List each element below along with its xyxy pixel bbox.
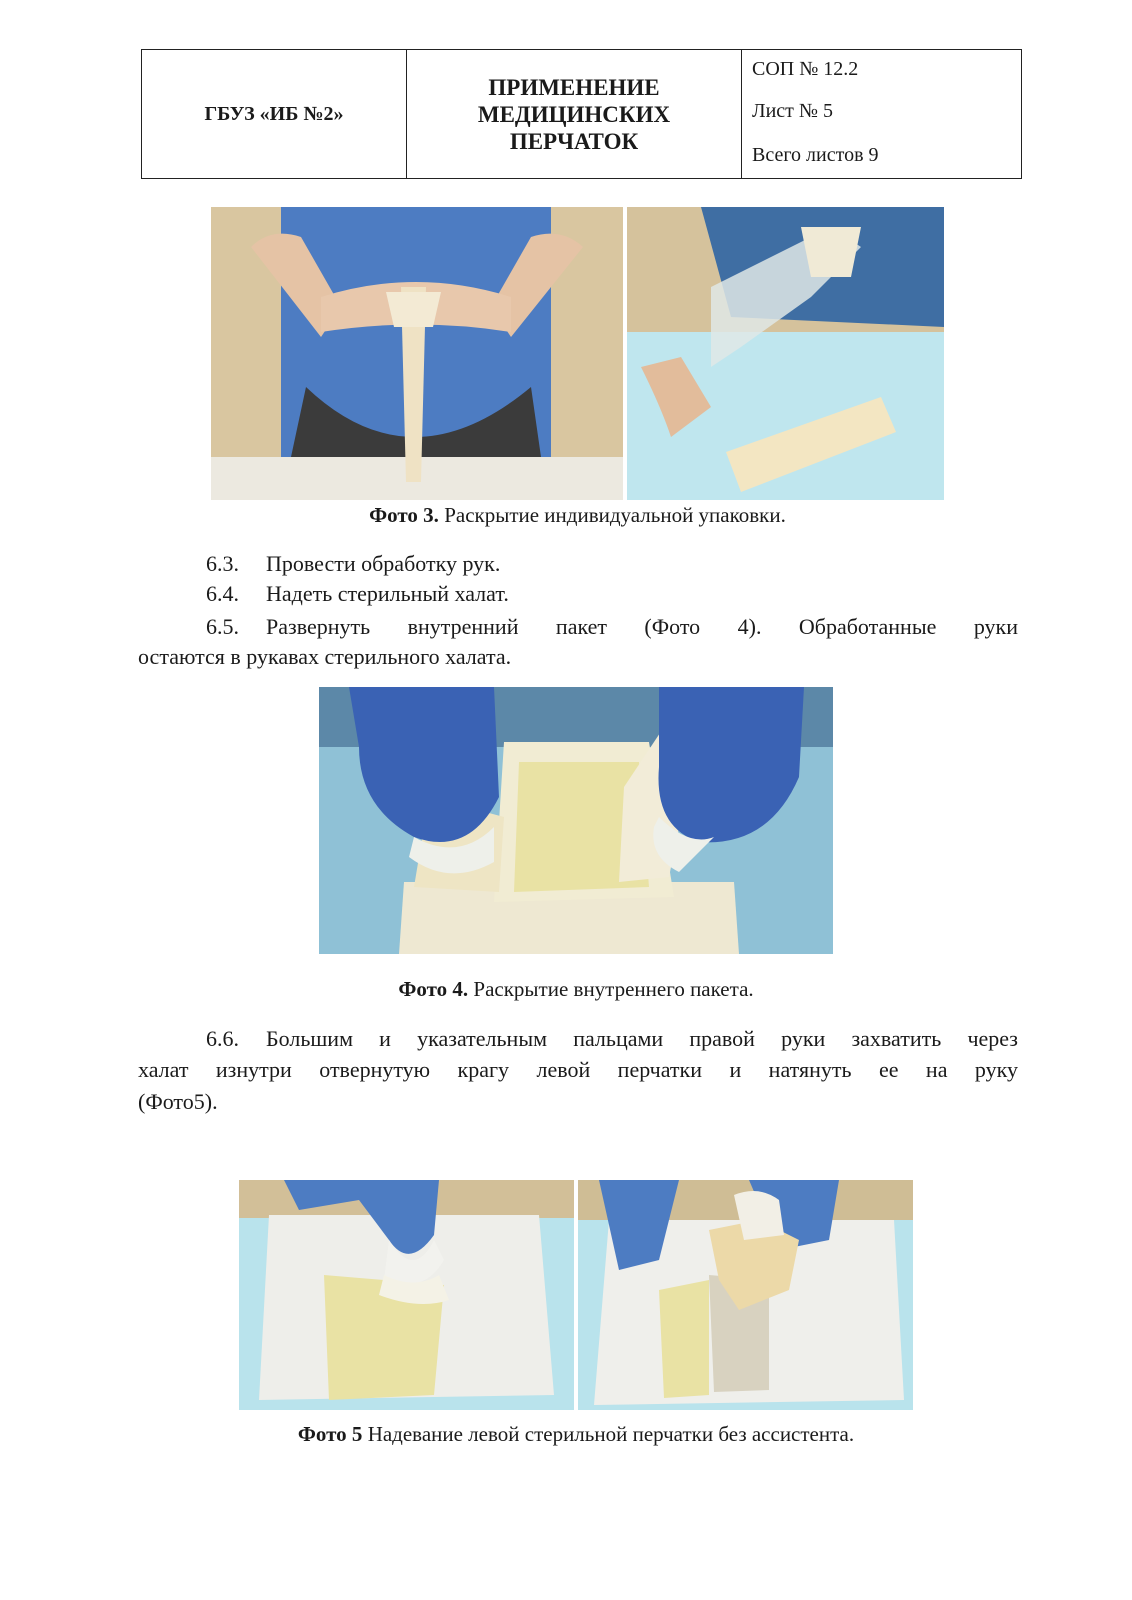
step-6-4 <box>206 579 1026 609</box>
photo-3 <box>211 207 944 500</box>
step-6-3 <box>206 549 1026 579</box>
photo-5 <box>239 1180 913 1410</box>
photo-4-caption <box>319 977 833 1002</box>
step-6-4-text: Надеть стерильный халат. <box>266 581 509 606</box>
header-table <box>141 49 1022 179</box>
photo-4-caption-text: Раскрытие внутреннего пакета. <box>468 977 754 1001</box>
step-6-5-line-1 <box>206 612 1018 642</box>
step-6-5-text-1: Развернуть внутренний пакет (Фото 4). Обработанные руки <box>266 614 1018 639</box>
title-line-2: МЕДИЦИНСКИХ <box>477 101 671 127</box>
photo-4 <box>319 687 833 954</box>
photo-5-caption <box>160 1422 992 1447</box>
photo-5-caption-label: Фото 5 <box>297 1422 363 1446</box>
title-line-1: ПРИМЕНЕНИЕ <box>488 74 660 100</box>
document-title <box>407 50 742 178</box>
photo-3-image <box>211 207 944 500</box>
step-6-6-line-2: халат изнутри отвернутую крагу левой перчатки и натянуть ее на руку <box>138 1057 1018 1082</box>
photo-4-image <box>319 687 833 954</box>
photo-3-caption <box>211 503 944 528</box>
step-6-5-line-2: остаются в рукавах стерильного халата. <box>138 644 512 669</box>
total-sheets: Всего листов 9 <box>752 144 879 166</box>
header-meta <box>742 50 1021 178</box>
sheet-number: Лист № 5 <box>752 100 833 122</box>
step-6-3-text: Провести обработку рук. <box>266 551 501 576</box>
title-line-3: ПЕРЧАТОК <box>509 128 639 154</box>
step-6-6-line-3: (Фото5). <box>138 1089 218 1114</box>
org-name: ГБУЗ «ИБ №2» <box>142 50 407 178</box>
step-6-6-line-1 <box>206 1024 1018 1054</box>
step-6-6-text-1: Большим и указательным пальцами правой руки захватить через <box>266 1026 1018 1051</box>
step-6-6-number: 6.6. <box>206 1026 239 1051</box>
photo-3-caption-label: Фото 3. <box>369 503 439 527</box>
photo-4-caption-label: Фото 4. <box>398 977 469 1001</box>
photo-5-caption-text: Надевание левой стерильной перчатки без ассистента. <box>362 1422 855 1446</box>
photo-3-caption-text: Раскрытие индивидуальной упаковки. <box>438 503 786 527</box>
sop-number: СОП № 12.2 <box>752 58 859 80</box>
step-6-3-number: 6.3. <box>206 551 239 576</box>
photo-5-image <box>239 1180 913 1410</box>
step-6-4-number: 6.4. <box>206 581 239 606</box>
step-6-5-number: 6.5. <box>206 614 239 639</box>
